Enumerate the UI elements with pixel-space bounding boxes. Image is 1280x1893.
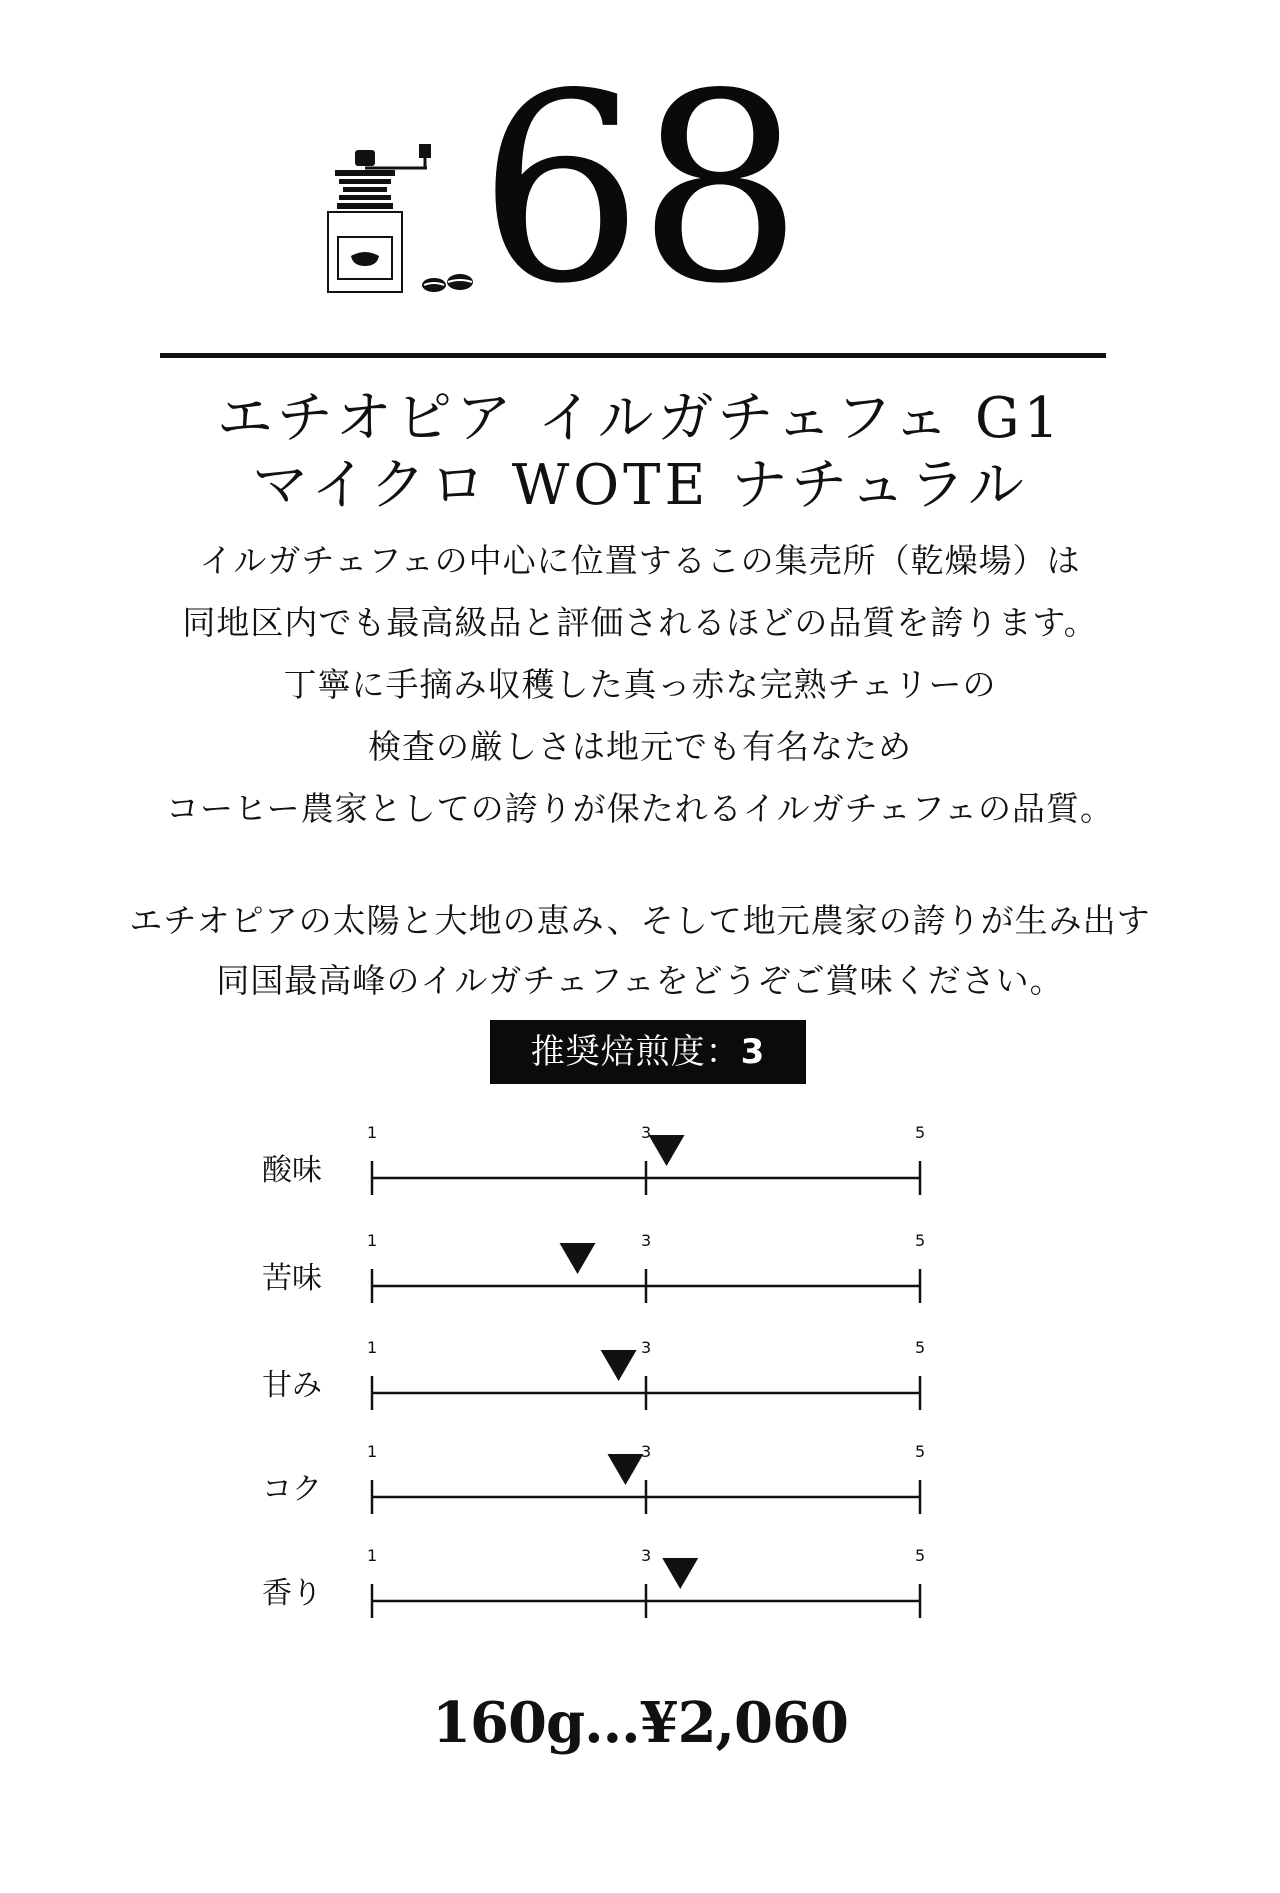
scale-tick-label: 3 — [641, 1338, 652, 1357]
product-title-line1: エチオピア イルガチェフェ G1 — [216, 386, 1064, 451]
description-line: エチオピアの太陽と大地の恵み、そして地元農家の誇りが生み出す — [129, 901, 1151, 940]
price: 160g...¥2,060 — [432, 1690, 848, 1756]
product-number: 68 — [478, 39, 797, 341]
taste-label: 酸味 — [262, 1153, 322, 1188]
scale-tick-label: 3 — [641, 1546, 652, 1565]
description-line: 同地区内でも最高級品と評価されるほどの品質を誇ります。 — [182, 603, 1098, 642]
taste-label: 香り — [262, 1576, 322, 1611]
description-line: イルガチェフェの中心に位置するこの集売所（乾燥場）は — [199, 541, 1081, 580]
taste-label: 苦味 — [262, 1261, 322, 1296]
taste-marker — [601, 1350, 637, 1381]
scale-tick-label: 3 — [641, 1442, 652, 1461]
roast-label: 推奨焙煎度： — [530, 1032, 741, 1072]
taste-marker — [607, 1454, 643, 1485]
roast-value: 3 — [740, 1032, 766, 1072]
scale-tick-label: 5 — [915, 1546, 926, 1565]
description-line: 丁寧に手摘み収穫した真っ赤な完熟チェリーの — [283, 665, 997, 704]
scale-tick-label: 1 — [367, 1442, 378, 1461]
scale-tick-label: 3 — [641, 1231, 652, 1250]
scale-tick-label: 1 — [367, 1123, 378, 1142]
scale-tick-label: 5 — [915, 1123, 926, 1142]
scale-tick-label: 3 — [641, 1123, 652, 1142]
scale-tick-label: 1 — [367, 1546, 378, 1565]
description-line: 同国最高峰のイルガチェフェをどうぞご賞味ください。 — [216, 961, 1064, 1000]
scale-tick-label: 5 — [915, 1338, 926, 1357]
description-line: 検査の厳しさは地元でも有名なため — [368, 727, 912, 766]
taste-marker — [649, 1135, 685, 1166]
product-title-line2: マイクロ WOTE ナチュラル — [252, 453, 1028, 518]
taste-label: 甘み — [262, 1368, 322, 1403]
description-line: コーヒー農家としての誇りが保たれるイルガチェフェの品質。 — [165, 789, 1115, 828]
scale-tick-label: 5 — [915, 1231, 926, 1250]
taste-label: コク — [262, 1472, 322, 1507]
taste-marker — [560, 1243, 596, 1274]
scale-tick-label: 5 — [915, 1442, 926, 1461]
scale-tick-label: 1 — [367, 1338, 378, 1357]
taste-marker — [662, 1558, 698, 1589]
scale-tick-label: 1 — [367, 1231, 378, 1250]
